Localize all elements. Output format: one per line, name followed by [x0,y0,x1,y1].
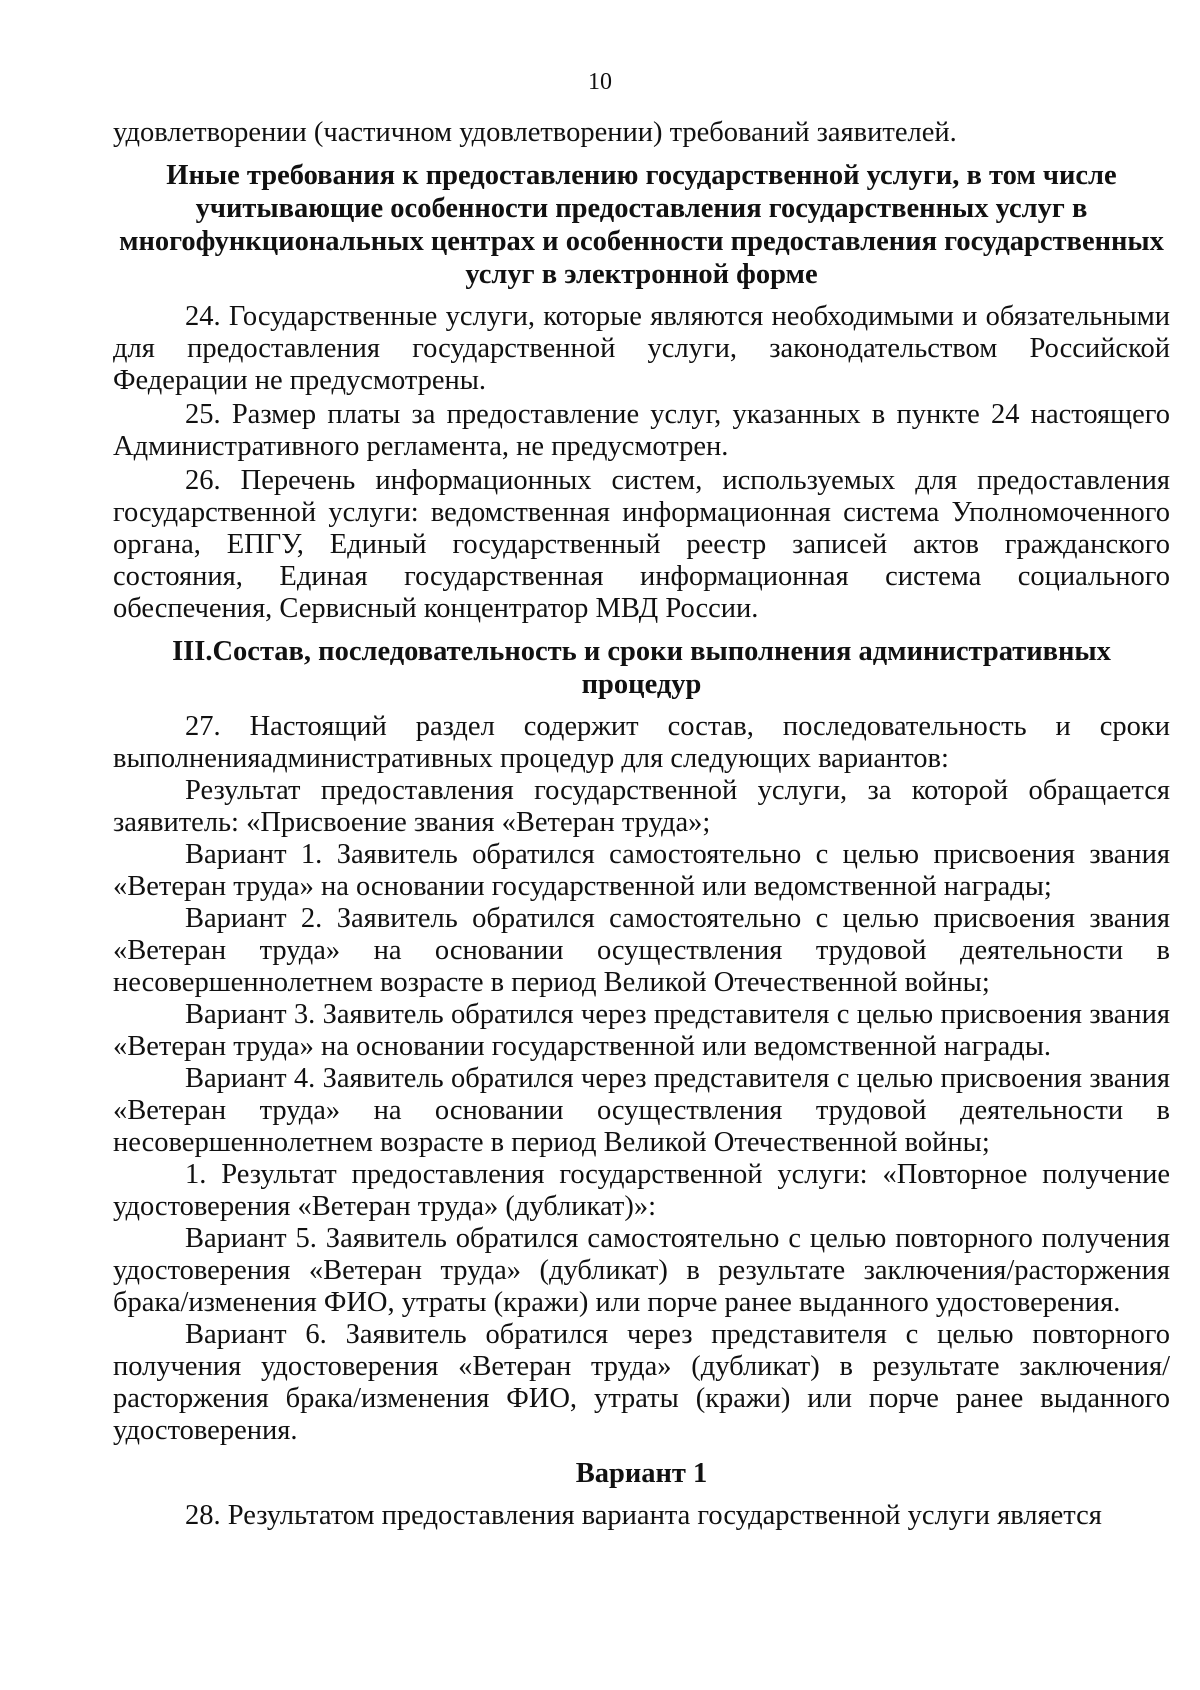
paragraph-continuation: удовлетворении (частичном удовлетворении) требований заявителей. [113,117,957,148]
page-number: 10 [588,69,612,95]
variant-1-paragraph: Вариант 1. Заявитель обратился самостоятельно с целью присвоения звания «Ветеран труда» на основании государственной или ведомственной награды; [113,839,1170,902]
section-heading-iii: III.Состав, последовательность и сроки выполнения административных процедур [172,636,1111,700]
document-body [113,117,1170,1532]
paragraph-25: 25. Размер платы за предоставление услуг, указанных в пункте 24 настоящего Административного регламента, не предусмотрен. [113,399,1170,462]
subheading-variant-1: Вариант 1 [575,1458,708,1489]
result-paragraph-2: 1. Результат предоставления государственной услуги: «Повторное получение удостоверения «Ветеран труда» (дубликат)»: [113,1159,1170,1222]
section-heading-other-requirements: Иные требования к предоставлению государственной услуги, в том числе учитывающие особенности предоставления государственных услуг в многофункциональных центрах и особенности предоставления государственных услуг в электронной форме [119,160,1164,290]
paragraph-27: 27. Настоящий раздел содержит состав, последовательность и сроки выполненияадминистративных процедур для следующих вариантов: [113,711,1170,774]
variant-5-paragraph: Вариант 5. Заявитель обратился самостоятельно с целью повторного получения удостоверения «Ветеран труда» (дубликат) в результате заключения/расторжения брака/изменения ФИО, утраты (кражи) или порче ранее выданного удостоверения. [113,1223,1170,1318]
paragraph-26: 26. Перечень информационных систем, используемых для предоставления государственной услуги: ведомственная информационная система Уполномоченного органа, ЕПГУ, Единый государственный реестр записей актов гражданского состояния, Единая государственная информационная система социального обеспечения, Сервисный концентратор МВД России. [113,465,1170,624]
variant-2-paragraph: Вариант 2. Заявитель обратился самостоятельно с целью присвоения звания «Ветеран труда» на основании осуществления трудовой деятельности в несовершеннолетнем возрасте в период Великой Отечественной войны; [113,903,1170,998]
result-paragraph-1: Результат предоставления государственной услуги, за которой обращается заявитель: «Присвоение звания «Ветеран труда»; [113,775,1170,838]
variant-6-paragraph: Вариант 6. Заявитель обратился через представителя с целью повторного получения удостоверения «Ветеран труда» (дубликат) в результате заключения/расторжения брака/изменения ФИО, утраты (кражи) или порче ранее выданного удостоверения. [113,1319,1170,1446]
paragraph-28: 28. Результатом предоставления варианта государственной услуги является [185,1500,1102,1531]
paragraph-24: 24. Государственные услуги, которые являются необходимыми и обязательными для предоставления государственной услуги, законодательством Российской Федерации не предусмотрены. [113,301,1170,396]
variant-3-paragraph: Вариант 3. Заявитель обратился через представителя с целью присвоения звания «Ветеран труда» на основании государственной или ведомственной награды. [113,999,1170,1062]
variant-4-paragraph: Вариант 4. Заявитель обратился через представителя с целью присвоения звания «Ветеран труда» на основании осуществления трудовой деятельности в несовершеннолетнем возрасте в период Великой Отечественной войны; [113,1063,1170,1158]
